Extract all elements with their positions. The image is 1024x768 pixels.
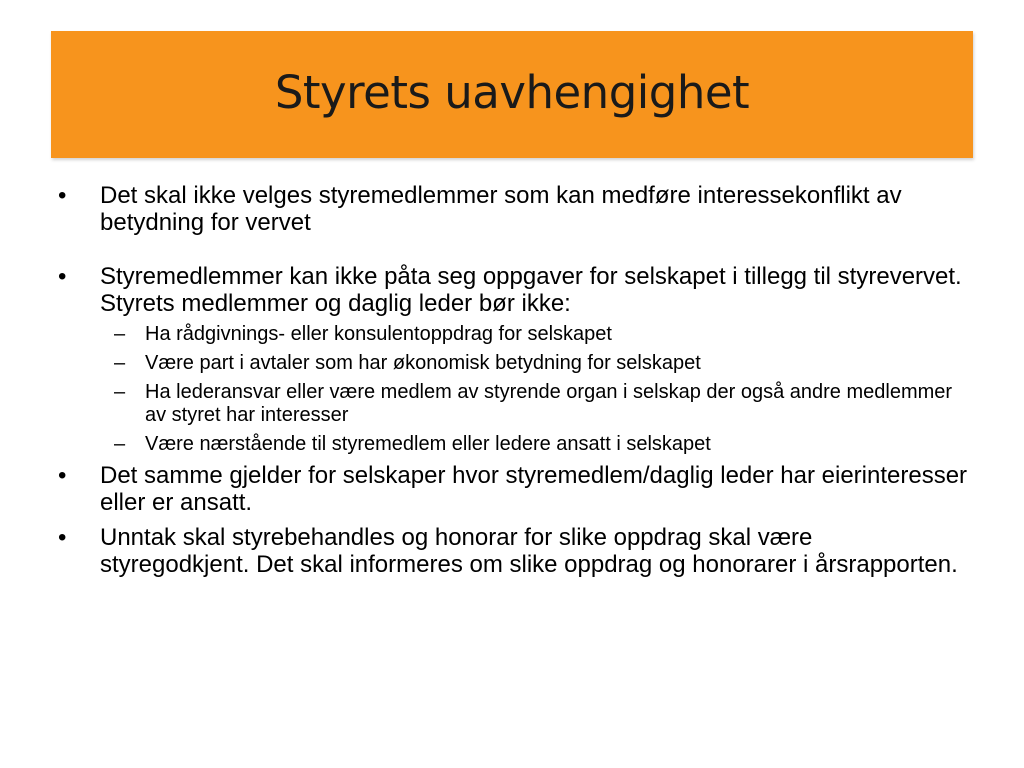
bullet-marker: • <box>58 462 67 489</box>
sub-bullet-item <box>58 323 968 346</box>
bullet-text: Det samme gjelder for selskaper hvor styremedlem/daglig leder har eierinteresser eller er ansatt. <box>100 462 968 516</box>
sub-bullet-item <box>58 381 968 427</box>
sub-bullet-text: Ha lederansvar eller være medlem av styrende organ i selskap der også andre medlemmer av styret har interesser <box>145 381 953 426</box>
slide-content <box>58 182 968 578</box>
bullet-marker: • <box>58 263 67 290</box>
bullet-item <box>58 524 968 578</box>
bullet-item <box>58 462 968 516</box>
bullet-item <box>58 182 968 236</box>
sub-bullet-item <box>58 433 968 456</box>
bullet-marker: • <box>58 524 67 551</box>
sub-bullet-item <box>58 352 968 375</box>
bullet-text: Styremedlemmer kan ikke påta seg oppgaver for selskapet i tillegg til styrevervet. Styrets medlemmer og daglig leder bør ikke: <box>100 263 962 317</box>
bullet-text: Det skal ikke velges styremedlemmer som kan medføre interessekonflikt av betydning for vervet <box>100 182 902 236</box>
bullet-text: Unntak skal styrebehandles og honorar for slike oppdrag skal være styregodkjent. Det skal informeres om slike oppdrag og honorarer i årsrapporten. <box>100 524 958 578</box>
sub-bullet-list <box>58 323 968 456</box>
sub-bullet-text: Være nærstående til styremedlem eller ledere ansatt i selskapet <box>145 433 711 455</box>
sub-bullet-text: Være part i avtaler som har økonomisk betydning for selskapet <box>145 352 701 374</box>
sub-bullet-marker: – <box>114 433 126 455</box>
slide-title: Styrets uavhengighet <box>274 66 750 119</box>
title-bar <box>51 31 973 158</box>
sub-bullet-marker: – <box>114 323 126 345</box>
bullet-marker: • <box>58 182 67 209</box>
sub-bullet-text: Ha rådgivnings- eller konsulentoppdrag for selskapet <box>145 323 612 345</box>
sub-bullet-marker: – <box>114 352 126 374</box>
sub-bullet-marker: – <box>114 381 126 403</box>
bullet-item <box>58 263 968 317</box>
